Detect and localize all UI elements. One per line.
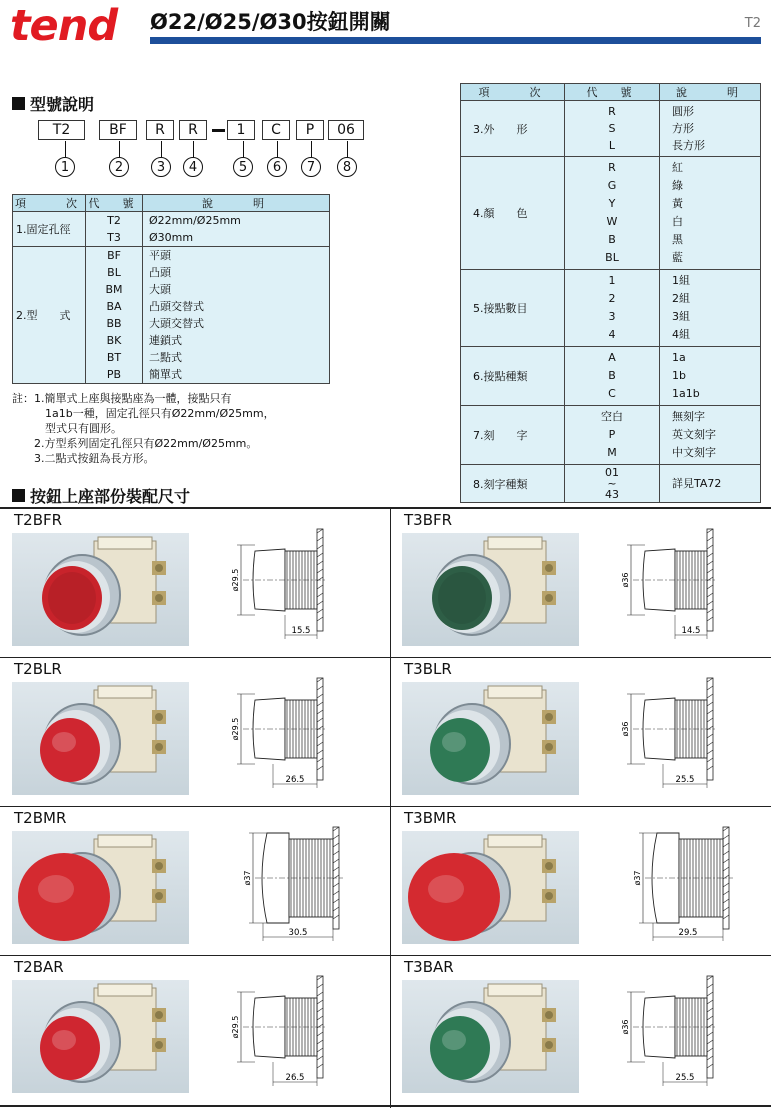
code-cell: C bbox=[608, 387, 616, 400]
diameter-label: ø36 bbox=[621, 1019, 630, 1035]
desc-cell: 簡單式 bbox=[149, 368, 182, 381]
code-cell: BL bbox=[107, 266, 121, 279]
model-code-box: P bbox=[296, 120, 324, 140]
length-label: 25.5 bbox=[675, 775, 695, 785]
desc-cell: Ø22mm/Ø25mm bbox=[149, 214, 241, 227]
dimension-drawing bbox=[215, 527, 365, 656]
code-cell: T3 bbox=[107, 231, 121, 244]
product-photo bbox=[402, 980, 579, 1093]
pushbutton-illustration bbox=[402, 980, 579, 1093]
code-cell: 4 bbox=[608, 328, 616, 341]
length-label: 14.5 bbox=[681, 626, 701, 636]
connector-line bbox=[161, 141, 162, 157]
model-code-box: R bbox=[179, 120, 207, 140]
square-bullet-icon bbox=[12, 97, 25, 110]
length-label: 29.5 bbox=[678, 928, 698, 938]
desc-cell: 黑 bbox=[672, 233, 683, 246]
table-row bbox=[461, 101, 761, 157]
dimension-drawing-svg bbox=[605, 527, 755, 652]
col-header-desc: 說 明 bbox=[143, 195, 330, 212]
dash-separator bbox=[212, 129, 225, 132]
row-item: 7.刻 字 bbox=[461, 406, 565, 465]
note-line: 2.方型系列固定孔徑只有Ø22mm/Ø25mm。 bbox=[12, 437, 258, 450]
page-title: Ø22/Ø25/Ø30按鈕開關 bbox=[150, 10, 391, 34]
dimension-drawing-svg bbox=[215, 825, 365, 950]
code-cell: R bbox=[608, 105, 616, 118]
desc-cell: 2組 bbox=[672, 292, 690, 305]
code-cell: BK bbox=[106, 334, 122, 347]
diameter-label: ø36 bbox=[621, 721, 630, 737]
desc-cell: 黃 bbox=[672, 197, 683, 210]
desc-cell: 大頭交替式 bbox=[149, 317, 204, 330]
col-header-code: 代 號 bbox=[86, 195, 143, 212]
desc-cell: 平頭 bbox=[149, 249, 171, 262]
model-section-title bbox=[12, 92, 94, 115]
row-item: 5.接點數目 bbox=[461, 270, 565, 347]
col-header-item: 項 次 bbox=[13, 195, 86, 212]
model-code-box: R bbox=[146, 120, 174, 140]
desc-cell: 英文刻字 bbox=[672, 428, 716, 441]
row-item: 3.外 形 bbox=[461, 101, 565, 157]
desc-cell: 連鎖式 bbox=[149, 334, 182, 347]
code-cell: 1 bbox=[608, 274, 616, 287]
diameter-label: ø29.5 bbox=[231, 568, 240, 592]
diameter-label: ø29.5 bbox=[231, 1015, 240, 1039]
diameter-label: ø37 bbox=[633, 870, 642, 886]
model-label: T3BFR bbox=[404, 511, 453, 529]
row-item: 8.刻字種類 bbox=[461, 465, 565, 503]
code-cell: S bbox=[608, 122, 616, 135]
left-spec-table bbox=[12, 194, 330, 384]
desc-cell: 藍 bbox=[672, 251, 683, 264]
model-code-box: BF bbox=[99, 120, 137, 140]
page-code: T2 bbox=[744, 16, 761, 31]
square-bullet-icon bbox=[12, 489, 25, 502]
connector-line bbox=[119, 141, 120, 157]
connector-line bbox=[193, 141, 194, 157]
desc-cell: 1組 bbox=[672, 274, 690, 287]
model-label: T2BAR bbox=[14, 958, 64, 976]
mount-cell bbox=[0, 807, 381, 955]
code-cell: 空白 bbox=[601, 410, 623, 423]
brand-logo: tend bbox=[10, 1, 118, 51]
desc-cell: 4組 bbox=[672, 328, 690, 341]
desc-cell: 凸頭交替式 bbox=[149, 300, 204, 313]
table-row bbox=[461, 157, 761, 270]
diameter-label: ø36 bbox=[621, 572, 630, 588]
model-index-circle: 4 bbox=[183, 157, 203, 177]
product-photo bbox=[402, 682, 579, 795]
model-label: T2BMR bbox=[14, 809, 67, 827]
desc-cell: 圓形 bbox=[672, 105, 694, 118]
note-line: 3.二點式按鈕為長方形。 bbox=[12, 452, 155, 465]
diameter-label: ø37 bbox=[243, 870, 252, 886]
connector-line bbox=[65, 141, 66, 157]
code-cell: P bbox=[608, 428, 616, 441]
right-spec-table bbox=[460, 83, 761, 503]
mount-cell bbox=[390, 509, 771, 657]
mount-cell bbox=[0, 658, 381, 806]
code-cell: BA bbox=[106, 300, 122, 313]
note-line: 1a1b一種，固定孔徑只有Ø22mm/Ø25mm， bbox=[12, 407, 275, 420]
mount-cell bbox=[390, 956, 771, 1104]
dimension-drawing bbox=[215, 676, 365, 805]
connector-line bbox=[277, 141, 278, 157]
dimension-drawing-svg bbox=[215, 974, 365, 1099]
model-code-box: 1 bbox=[227, 120, 255, 140]
model-label: T3BMR bbox=[404, 809, 457, 827]
mount-cell bbox=[0, 509, 381, 657]
dimension-drawing bbox=[605, 676, 755, 805]
col-header-code: 代 號 bbox=[565, 84, 660, 101]
mount-cell bbox=[390, 807, 771, 955]
code-cell: W bbox=[606, 215, 618, 228]
desc-cell: 1a1b bbox=[672, 387, 700, 400]
dimension-drawing-svg bbox=[215, 676, 365, 801]
grid-line bbox=[0, 1105, 771, 1107]
length-label: 26.5 bbox=[285, 1073, 305, 1083]
code-cell: M bbox=[607, 446, 617, 459]
model-label: T3BLR bbox=[404, 660, 452, 678]
row-item: 1.固定孔徑 bbox=[13, 212, 86, 247]
pushbutton-illustration bbox=[402, 533, 579, 646]
dimension-drawing bbox=[605, 974, 755, 1103]
model-index-circle: 7 bbox=[301, 157, 321, 177]
mount-section-label: 按鈕上座部份裝配尺寸 bbox=[30, 487, 191, 506]
code-cell: B bbox=[608, 369, 616, 382]
col-header-item: 項 次 bbox=[461, 84, 565, 101]
model-label: T2BFR bbox=[14, 511, 63, 529]
header-bar bbox=[150, 37, 761, 44]
code-cell: BM bbox=[105, 283, 123, 296]
pushbutton-illustration bbox=[12, 831, 189, 944]
code-cell: 3 bbox=[608, 310, 616, 323]
model-index-circle: 5 bbox=[233, 157, 253, 177]
row-item: 2.型 式 bbox=[13, 247, 86, 384]
diameter-label: ø29.5 bbox=[231, 717, 240, 741]
row-item: 4.顏 色 bbox=[461, 157, 565, 270]
model-code-box: T2 bbox=[38, 120, 85, 140]
code-cell: BB bbox=[106, 317, 122, 330]
length-label: 25.5 bbox=[675, 1073, 695, 1083]
table-row bbox=[461, 270, 761, 347]
desc-cell: 中文刻字 bbox=[672, 446, 716, 459]
pushbutton-illustration bbox=[12, 682, 189, 795]
notes-block bbox=[12, 391, 275, 466]
col-header-desc: 說 明 bbox=[660, 84, 761, 101]
code-cell: BT bbox=[106, 351, 122, 364]
desc-cell: Ø30mm bbox=[149, 231, 194, 244]
code-cell: 2 bbox=[608, 292, 616, 305]
length-label: 30.5 bbox=[288, 928, 308, 938]
table-row bbox=[461, 465, 761, 503]
pushbutton-illustration bbox=[12, 980, 189, 1093]
code-cell: Y bbox=[608, 197, 616, 210]
pushbutton-illustration bbox=[12, 533, 189, 646]
model-index-circle: 6 bbox=[267, 157, 287, 177]
dimension-drawing bbox=[605, 527, 755, 656]
table-row bbox=[461, 406, 761, 465]
desc-cell: 1a bbox=[672, 351, 686, 364]
product-photo bbox=[12, 533, 189, 646]
length-label: 26.5 bbox=[285, 775, 305, 785]
desc-cell: 方形 bbox=[672, 122, 694, 135]
code-cell: BL bbox=[605, 251, 619, 264]
table-row bbox=[13, 212, 330, 247]
dimension-drawing bbox=[605, 825, 755, 954]
model-index-circle: 2 bbox=[109, 157, 129, 177]
desc-cell: 白 bbox=[672, 215, 683, 228]
model-label: T2BLR bbox=[14, 660, 62, 678]
product-photo bbox=[12, 980, 189, 1093]
model-index-circle: 3 bbox=[151, 157, 171, 177]
desc-cell: 無刻字 bbox=[672, 410, 705, 423]
code-cell: 01 bbox=[605, 466, 619, 479]
model-index-circle: 1 bbox=[55, 157, 75, 177]
pushbutton-illustration bbox=[402, 831, 579, 944]
desc-cell: 凸頭 bbox=[149, 266, 171, 279]
code-cell: B bbox=[608, 233, 616, 246]
mount-cell bbox=[390, 658, 771, 806]
code-cell: A bbox=[608, 351, 616, 364]
desc-cell: 長方形 bbox=[672, 139, 705, 152]
dimension-drawing-svg bbox=[605, 974, 755, 1099]
product-photo bbox=[402, 533, 579, 646]
mount-cell bbox=[0, 956, 381, 1104]
connector-line bbox=[347, 141, 348, 157]
desc-cell: 大頭 bbox=[149, 283, 171, 296]
code-cell: PB bbox=[106, 368, 122, 381]
dimension-drawing-svg bbox=[605, 676, 755, 801]
note-line: 註：1.簡單式上座與接點座為一體，接點只有 bbox=[12, 392, 232, 405]
connector-line bbox=[243, 141, 244, 157]
code-cell: BF bbox=[107, 249, 121, 262]
table-row bbox=[461, 347, 761, 406]
dimension-drawing bbox=[215, 974, 365, 1103]
desc-cell: 綠 bbox=[672, 179, 683, 192]
desc-cell: 紅 bbox=[672, 161, 683, 174]
length-label: 15.5 bbox=[291, 626, 311, 636]
code-cell: 43 bbox=[605, 488, 619, 501]
code-cell: R bbox=[608, 161, 616, 174]
product-photo bbox=[12, 831, 189, 944]
desc-cell: 二點式 bbox=[149, 351, 182, 364]
model-index-circle: 8 bbox=[337, 157, 357, 177]
dimension-drawing-svg bbox=[605, 825, 755, 950]
row-item: 6.接點種類 bbox=[461, 347, 565, 406]
code-cell: T2 bbox=[107, 214, 121, 227]
note-line: 型式只有圓形。 bbox=[12, 422, 122, 435]
connector-line bbox=[311, 141, 312, 157]
dimension-drawing-svg bbox=[215, 527, 365, 652]
desc-cell: 1b bbox=[672, 369, 686, 382]
desc-cell: 詳見TA72 bbox=[672, 476, 722, 490]
product-photo bbox=[402, 831, 579, 944]
mount-section-title bbox=[12, 484, 190, 507]
model-section-label: 型號說明 bbox=[30, 95, 95, 114]
code-cell: L bbox=[608, 139, 616, 152]
table-row bbox=[13, 247, 330, 384]
model-code-box: C bbox=[262, 120, 290, 140]
desc-cell: 3組 bbox=[672, 310, 690, 323]
code-cell: G bbox=[607, 179, 617, 192]
model-label: T3BAR bbox=[404, 958, 454, 976]
dimension-drawing bbox=[215, 825, 365, 954]
code-cell: ~ bbox=[607, 477, 617, 490]
model-code-box: 06 bbox=[328, 120, 364, 140]
pushbutton-illustration bbox=[402, 682, 579, 795]
product-photo bbox=[12, 682, 189, 795]
